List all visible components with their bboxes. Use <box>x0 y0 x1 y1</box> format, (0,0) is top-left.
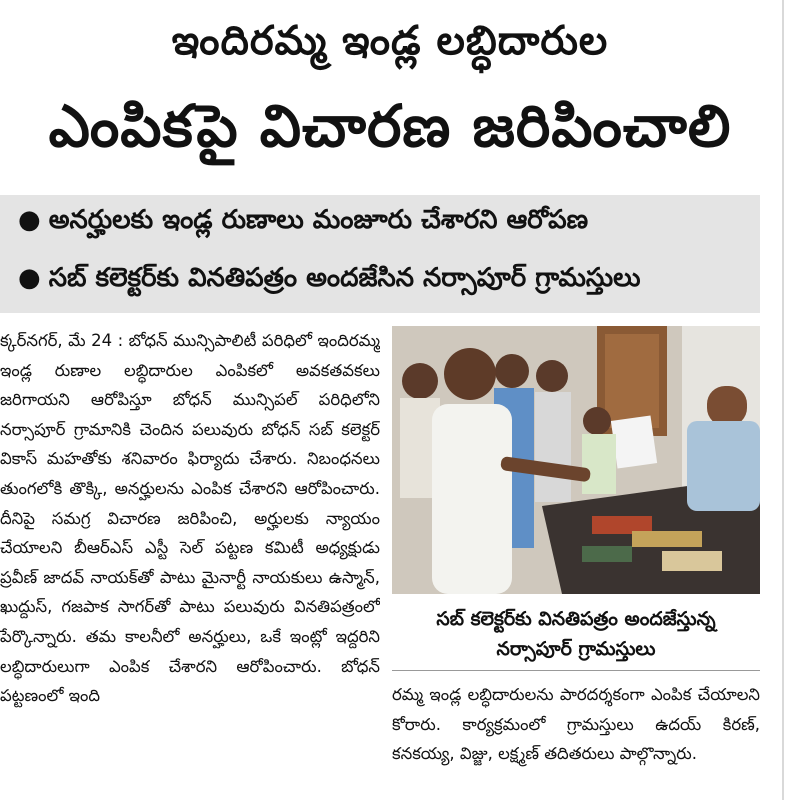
headline-main: ఎంపికపై విచారణ జరిపించాలి <box>48 92 732 160</box>
article-body-left <box>0 326 380 800</box>
bullet-dot-icon: ● <box>18 263 41 293</box>
bullet-dot-icon: ● <box>18 205 41 235</box>
caption-divider <box>392 670 760 671</box>
subhead-bullet-1 <box>18 205 588 241</box>
photo-caption-line-1: సబ్ కలెక్టర్‌కు వినతిపత్రం అందజేస్తున్న <box>436 608 716 630</box>
article-paragraph-right: రమ్మ ఇండ్ల లబ్ధిదారులను పారదర్శకంగా ఎంపిక చేయాలని కోరారు. కార్యక్రమంలో గ్రామస్తులు ఉదయ్ కిరణ్, కనకయ్య, విజ్జు, లక్ష్మణ్ తదితరులు పాల్గొన్నారు. <box>392 685 760 764</box>
news-photo-illustration <box>392 326 760 594</box>
news-photo <box>392 326 760 594</box>
photo-caption <box>392 604 760 664</box>
subhead-text-2: సబ్ కలెక్టర్‌కు వినతిపత్రం అందజేసిన నర్సాపూర్ గ్రామస్తులు <box>48 263 641 293</box>
headline-kicker: ఇందిరమ్మ ఇండ్ల లబ్ధిదారుల <box>171 18 609 64</box>
article-body-right <box>392 680 760 800</box>
subhead-box <box>0 195 760 313</box>
column-divider <box>782 0 784 800</box>
subhead-bullet-2 <box>18 263 641 299</box>
photo-caption-line-2: నర్సాపూర్ గ్రామస్తులు <box>496 638 656 660</box>
subhead-text-1: అనర్హులకు ఇండ్ల రుణాలు మంజూరు చేశారని ఆరోపణ <box>48 205 589 235</box>
article-paragraph-left: క్కర్‌నగర్, మే 24 : బోధన్ మున్సిపాలిటీ పరిధిలో ఇందిరమ్మ ఇండ్ల రుణాల లబ్ధిదారుల ఎంపికలో అవకతవకలు జరిగాయని ఆరోపిస్తూ బోధన్ మున్సిపల్ పరిధిలోని నర్సాపూర్ గ్రామానికి చెందిన పలువురు బోధన్ సబ్ కలెక్టర్ వికాస్ మహతోకు శనివారం ఫిర్యాదు చేశారు. నిబంధనలు తుంగలోకి తొక్కి, అనర్హులను ఎంపిక చేశారని ఆరోపించారు. దీనిపై సమగ్ర విచారణ జరిపించి, అర్హులకు న్యాయం చేయాలని బీఆర్‌ఎస్ ఎస్టీ సెల్ పట్టణ కమిటీ అధ్యక్షుడు ప్రవీణ్ జాదవ్ నాయక్‌తో పాటు మైనార్టీ నాయకులు ఉస్మాన్, ఖుద్దుస్, గజపాక సాగర్‌తో పాటు పలువురు వినతిపత్రంలో పేర్కొన్నారు. తమ కాలనీలో అనర్హులు, ఒకే ఇంట్లో ఇద్దరిని లబ్ధిదారులుగా ఎంపిక చేశారని ఆరోపించారు. బోధన్ పట్టణంలో ఇంది <box>0 331 380 706</box>
